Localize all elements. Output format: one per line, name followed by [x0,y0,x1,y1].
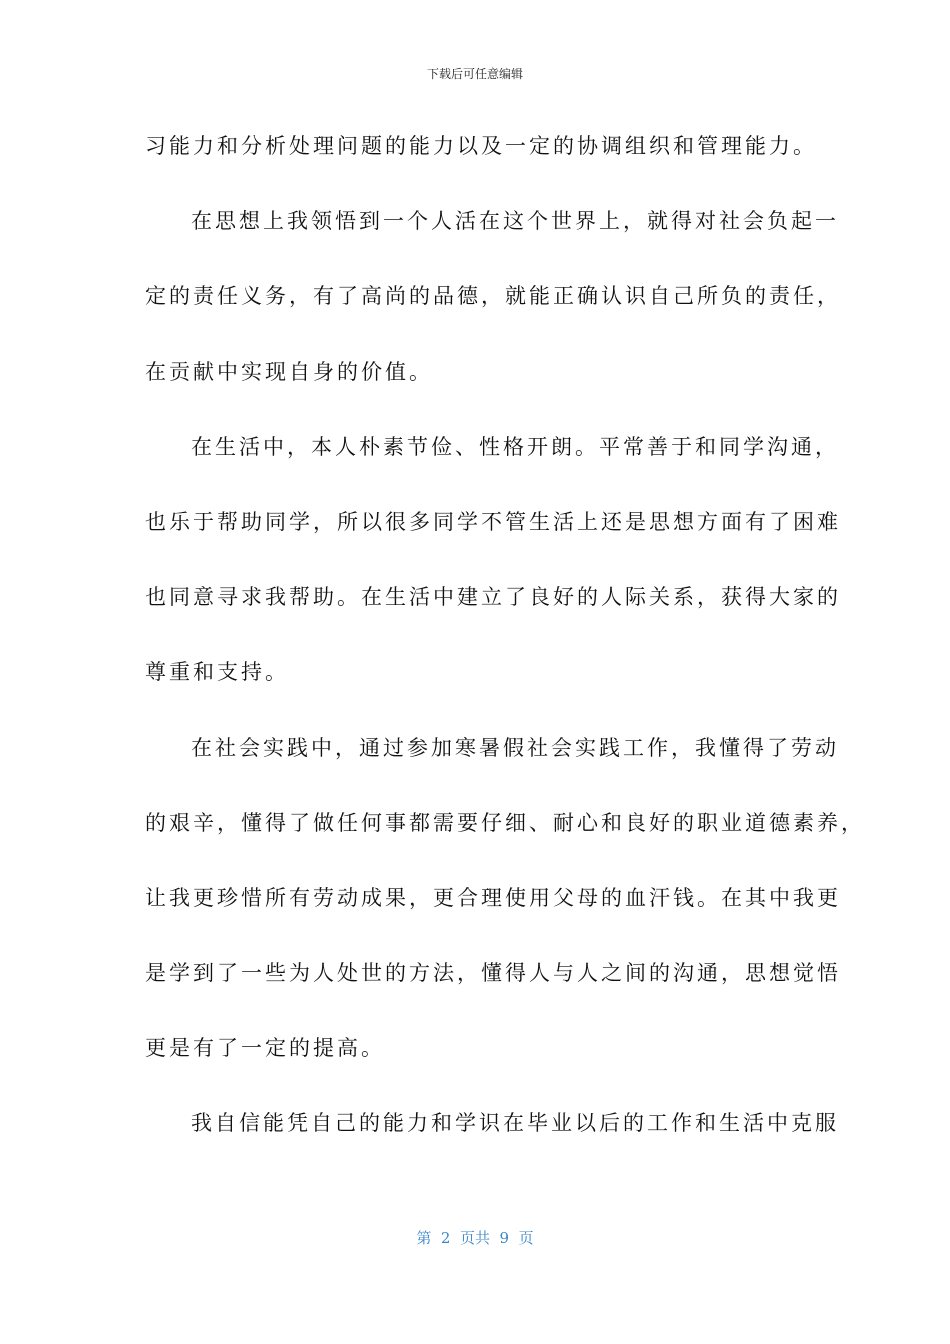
text-line: 是学到了一些为人处世的方法，懂得人与人之间的沟通，思想觉悟 [145,961,841,986]
page-number-footer: 第 2 页共 9 页 [416,1229,534,1247]
text-line: 也乐于帮助同学，所以很多同学不管生活上还是思想方面有了困难 [145,509,841,534]
text-line: 在社会实践中，通过参加寒暑假社会实践工作，我懂得了劳动 [191,735,839,760]
text-line: 在思想上我领悟到一个人活在这个世界上，就得对社会负起一 [191,209,839,234]
text-line: 更是有了一定的提高。 [145,1036,385,1061]
text-line: 让我更珍惜所有劳动成果，更合理使用父母的血汗钱。在其中我更 [145,885,841,910]
text-line: 定的责任义务，有了高尚的品德，就能正确认识自己所负的责任， [145,284,841,309]
document-body [145,128,865,1181]
text-line: 的艰辛，懂得了做任何事都需要仔细、耐心和良好的职业道德素养， [145,810,865,835]
text-line: 在生活中，本人朴素节俭、性格开朗。平常善于和同学沟通， [191,434,839,459]
text-line: 我自信能凭自己的能力和学识在毕业以后的工作和生活中克服 [191,1111,839,1136]
text-line: 尊重和支持。 [145,660,289,685]
text-line: 习能力和分析处理问题的能力以及一定的协调组织和管理能力。 [145,134,817,158]
page-header: 下载后可任意编辑 [426,67,523,81]
text-line: 在贡献中实现自身的价值。 [145,359,433,384]
text-line: 也同意寻求我帮助。在生活中建立了良好的人际关系，获得大家的 [145,585,841,610]
